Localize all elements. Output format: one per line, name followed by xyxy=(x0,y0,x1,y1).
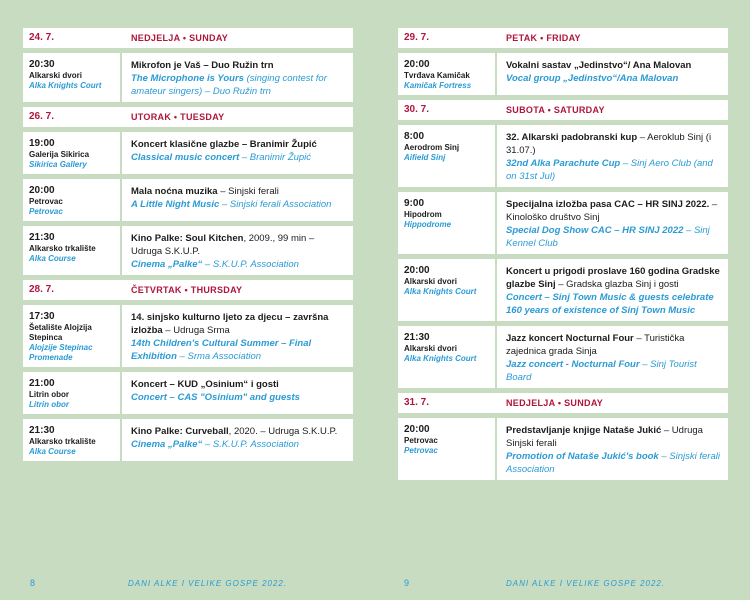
event-description xyxy=(498,326,728,388)
event-description xyxy=(123,53,353,102)
event-time-venue xyxy=(23,305,122,367)
event-time: 17:30 xyxy=(29,311,55,322)
event-description xyxy=(123,305,353,367)
event-title-en: A Little Night Music xyxy=(131,199,220,210)
day-header xyxy=(23,280,353,300)
event-description xyxy=(123,179,353,221)
event-title: Koncert – KUD „Osinium“ i gosti xyxy=(131,379,279,390)
event-english-line xyxy=(506,358,722,384)
event-title: Specijalna izložba pasa CAC – HR SINJ 2022. xyxy=(506,199,710,210)
event-title-en: 32nd Alka Parachute Cup xyxy=(506,158,621,169)
event-description xyxy=(498,192,728,254)
event-venue: Alkarski dvori xyxy=(404,277,457,286)
event-row xyxy=(23,53,353,102)
event-time: 20:00 xyxy=(404,424,430,435)
day-name: PETAK • FRIDAY xyxy=(506,33,581,43)
event-organizer: – Udruga Sinjski ferali xyxy=(506,425,703,449)
event-organizer: – Gradska glazba Sinj i gosti xyxy=(555,279,679,290)
event-title-line xyxy=(131,311,347,337)
event-time-venue xyxy=(398,259,497,321)
event-venue-en: Alka Course xyxy=(29,254,76,263)
day-date: 31. 7. xyxy=(404,397,430,408)
event-description xyxy=(123,226,353,275)
event-title-line xyxy=(506,265,722,291)
event-row xyxy=(398,326,728,388)
day-name: ČETVRTAK • THURSDAY xyxy=(131,285,243,295)
event-venue: Šetalište Alojzija Stepinca xyxy=(29,323,92,342)
event-venue-en: Aifield Sinj xyxy=(404,153,446,162)
event-organizer-en: – Sinjski ferali Association xyxy=(219,199,332,210)
event-title: 14. sinjsko kulturno ljeto za djecu – završna izložba xyxy=(131,312,329,336)
day-date: 30. 7. xyxy=(404,104,430,115)
event-title-en: Cinema „Palke“ xyxy=(131,439,203,450)
day-header xyxy=(398,28,728,48)
event-venue-en: Kamičak Fortress xyxy=(404,81,472,90)
event-time: 21:30 xyxy=(29,232,55,243)
event-title-line xyxy=(506,332,722,358)
event-venue: Alkarski dvori xyxy=(29,71,82,80)
event-organizer-en: (singing contest for amateur singers) – Duo Ružin trn xyxy=(131,73,327,97)
event-row xyxy=(398,418,728,480)
event-time: 8:00 xyxy=(404,131,425,142)
event-title-line xyxy=(131,185,347,198)
event-organizer: , 2009., 99 min – Udruga S.K.U.P. xyxy=(131,233,315,257)
event-venue-en: Sikirica Gallery xyxy=(29,160,87,169)
event-time-venue xyxy=(23,419,122,461)
event-description xyxy=(498,53,728,95)
event-row xyxy=(23,226,353,275)
event-organizer: – Sinjski ferali xyxy=(217,186,279,197)
event-english-line xyxy=(131,438,347,451)
event-time-venue xyxy=(398,53,497,95)
event-time: 20:00 xyxy=(404,265,430,276)
event-description xyxy=(123,419,353,461)
event-row xyxy=(23,372,353,414)
event-title-line xyxy=(131,138,347,151)
day-date: 29. 7. xyxy=(404,32,430,43)
event-english-line xyxy=(131,391,347,404)
event-time: 21:30 xyxy=(29,425,55,436)
left-page xyxy=(23,28,353,466)
day-date: 26. 7. xyxy=(29,111,55,122)
event-description xyxy=(123,372,353,414)
event-time: 21:00 xyxy=(29,378,55,389)
event-english-line xyxy=(506,291,722,317)
event-time: 9:00 xyxy=(404,198,425,209)
event-time: 20:00 xyxy=(29,185,55,196)
event-row xyxy=(23,179,353,221)
event-organizer: – Udruga Srma xyxy=(162,325,230,336)
footer-right: DANI ALKE I VELIKE GOSPE 2022. xyxy=(506,579,666,588)
right-page xyxy=(398,28,728,485)
event-venue: Alkarski dvori xyxy=(404,344,457,353)
event-title-en: Cinema „Palke“ xyxy=(131,259,203,270)
day-header xyxy=(398,100,728,120)
event-title: Koncert klasične glazbe – Branimir Župić xyxy=(131,139,317,150)
event-time-venue xyxy=(23,53,122,102)
event-organizer: , 2020. – Udruga S.K.U.P. xyxy=(228,426,338,437)
event-title-line xyxy=(131,59,347,72)
event-title-en: Special Dog Show CAC – HR SINJ 2022 xyxy=(506,225,684,236)
event-time-venue xyxy=(23,372,122,414)
event-venue: Tvrđava Kamičak xyxy=(404,71,470,80)
event-organizer-en: – S.K.U.P. Association xyxy=(202,439,299,450)
day-name: NEDJELJA • SUNDAY xyxy=(506,398,604,408)
event-title-en: Vocal group „Jedinstvo“/Ana Malovan xyxy=(506,73,679,84)
event-title-line xyxy=(131,378,347,391)
page-number-left: 8 xyxy=(30,578,36,588)
event-title: Predstavljanje knjige Nataše Jukić xyxy=(506,425,662,436)
event-title-en: 14th Children's Cultural Summer – Final Exhibition xyxy=(131,338,312,362)
event-venue: Litrin obor xyxy=(29,390,69,399)
event-title-en: The Microphone is Yours xyxy=(131,73,244,84)
event-row xyxy=(398,53,728,95)
day-header xyxy=(23,107,353,127)
event-title: Koncert u prigodi proslave 160 godina Gradske glazbe Sinj xyxy=(506,266,720,290)
event-time-venue xyxy=(398,125,497,187)
event-title-line xyxy=(131,425,347,438)
event-title: 32. Alkarski padobranski kup xyxy=(506,132,638,143)
event-time: 21:30 xyxy=(404,332,430,343)
event-venue-en: Alka Knights Court xyxy=(404,354,477,363)
event-title-en: Concert – Sinj Town Music & guests celebrate 160 years of existence of Sinj Town Music xyxy=(506,292,714,316)
day-name: UTORAK • TUESDAY xyxy=(131,112,225,122)
event-organizer-en: – S.K.U.P. Association xyxy=(202,259,299,270)
event-description xyxy=(123,132,353,174)
event-organizer: – Kinološko društvo Sinj xyxy=(506,199,718,223)
event-english-line xyxy=(131,151,347,164)
day-header xyxy=(398,393,728,413)
page-number-right: 9 xyxy=(404,578,410,588)
event-title: Vokalni sastav „Jedinstvo“/ Ana Malovan xyxy=(506,60,692,71)
event-title: Mala noćna muzika xyxy=(131,186,218,197)
event-organizer: – Turistička zajednica grada Sinja xyxy=(506,333,685,357)
event-organizer-en: – Srma Association xyxy=(176,351,262,362)
event-organizer-en: – Sinj Aero Club (and on 31st Jul) xyxy=(506,158,713,182)
event-venue-en: Alka Knights Court xyxy=(404,287,477,296)
event-venue-en: Hippodrome xyxy=(404,220,452,229)
event-description xyxy=(498,418,728,480)
event-venue: Aerodrom Sinj xyxy=(404,143,460,152)
event-english-line xyxy=(506,450,722,476)
event-organizer-en: – Sinj Tourist Board xyxy=(506,359,697,383)
event-row xyxy=(398,259,728,321)
day-header xyxy=(23,28,353,48)
event-venue-en: Alka Knights Court xyxy=(29,81,102,90)
event-english-line xyxy=(506,157,722,183)
event-time-venue xyxy=(398,192,497,254)
event-title: Kino Palke: Soul Kitchen xyxy=(131,233,244,244)
event-row xyxy=(23,419,353,461)
event-row xyxy=(23,305,353,367)
event-venue: Alkarsko trkalište xyxy=(29,244,96,253)
event-title-en: Classical music concert xyxy=(131,152,240,163)
event-venue: Hipodrom xyxy=(404,210,442,219)
event-venue-en: Petrovac xyxy=(29,207,63,216)
event-time: 20:30 xyxy=(29,59,55,70)
event-organizer: – Aeroklub Sinj (i 31.07.) xyxy=(506,132,712,156)
event-row xyxy=(398,125,728,187)
event-time-venue xyxy=(23,179,122,221)
event-venue: Alkarsko trkalište xyxy=(29,437,96,446)
event-venue-en: Alka Course xyxy=(29,447,76,456)
event-description xyxy=(498,125,728,187)
event-row xyxy=(398,192,728,254)
event-organizer-en: – Branimir Župić xyxy=(239,152,312,163)
event-title-line xyxy=(506,424,722,450)
event-time: 19:00 xyxy=(29,138,55,149)
event-time-venue xyxy=(398,326,497,388)
event-time-venue xyxy=(398,418,497,480)
day-name: SUBOTA • SATURDAY xyxy=(506,105,605,115)
event-title-en: Promotion of Nataše Jukić's book xyxy=(506,451,659,462)
event-title-line xyxy=(506,59,722,72)
footer-left: DANI ALKE I VELIKE GOSPE 2022. xyxy=(128,579,288,588)
event-organizer-en: – Sinjski ferali Association xyxy=(506,451,720,475)
event-title-line xyxy=(131,232,347,258)
event-title-en: Concert – CAS "Osinium" and guests xyxy=(131,392,300,403)
event-venue-en: Alojzije Stepinac Promenade xyxy=(29,343,93,362)
day-date: 28. 7. xyxy=(29,284,55,295)
event-english-line xyxy=(131,258,347,271)
event-time: 20:00 xyxy=(404,59,430,70)
day-name: NEDJELJA • SUNDAY xyxy=(131,33,229,43)
event-time-venue xyxy=(23,226,122,275)
event-description xyxy=(498,259,728,321)
event-venue: Petrovac xyxy=(404,436,438,445)
event-title: Jazz koncert Nocturnal Four xyxy=(506,333,634,344)
event-english-line xyxy=(506,224,722,250)
event-title: Kino Palke: Curveball xyxy=(131,426,229,437)
event-english-line xyxy=(131,198,347,211)
day-date: 24. 7. xyxy=(29,32,55,43)
event-english-line xyxy=(131,72,347,98)
event-venue-en: Petrovac xyxy=(404,446,438,455)
event-venue: Petrovac xyxy=(29,197,63,206)
event-title: Mikrofon je Vaš – Duo Ružin trn xyxy=(131,60,274,71)
event-title-en: Jazz concert - Nocturnal Four xyxy=(506,359,640,370)
event-english-line xyxy=(131,337,347,363)
event-venue-en: Litrin obor xyxy=(29,400,69,409)
event-time-venue xyxy=(23,132,122,174)
event-row xyxy=(23,132,353,174)
event-title-line xyxy=(506,131,722,157)
event-english-line xyxy=(506,72,722,85)
event-title-line xyxy=(506,198,722,224)
event-venue: Galerija Sikirica xyxy=(29,150,90,159)
event-organizer-en: – Sinj Kennel Club xyxy=(506,225,710,249)
